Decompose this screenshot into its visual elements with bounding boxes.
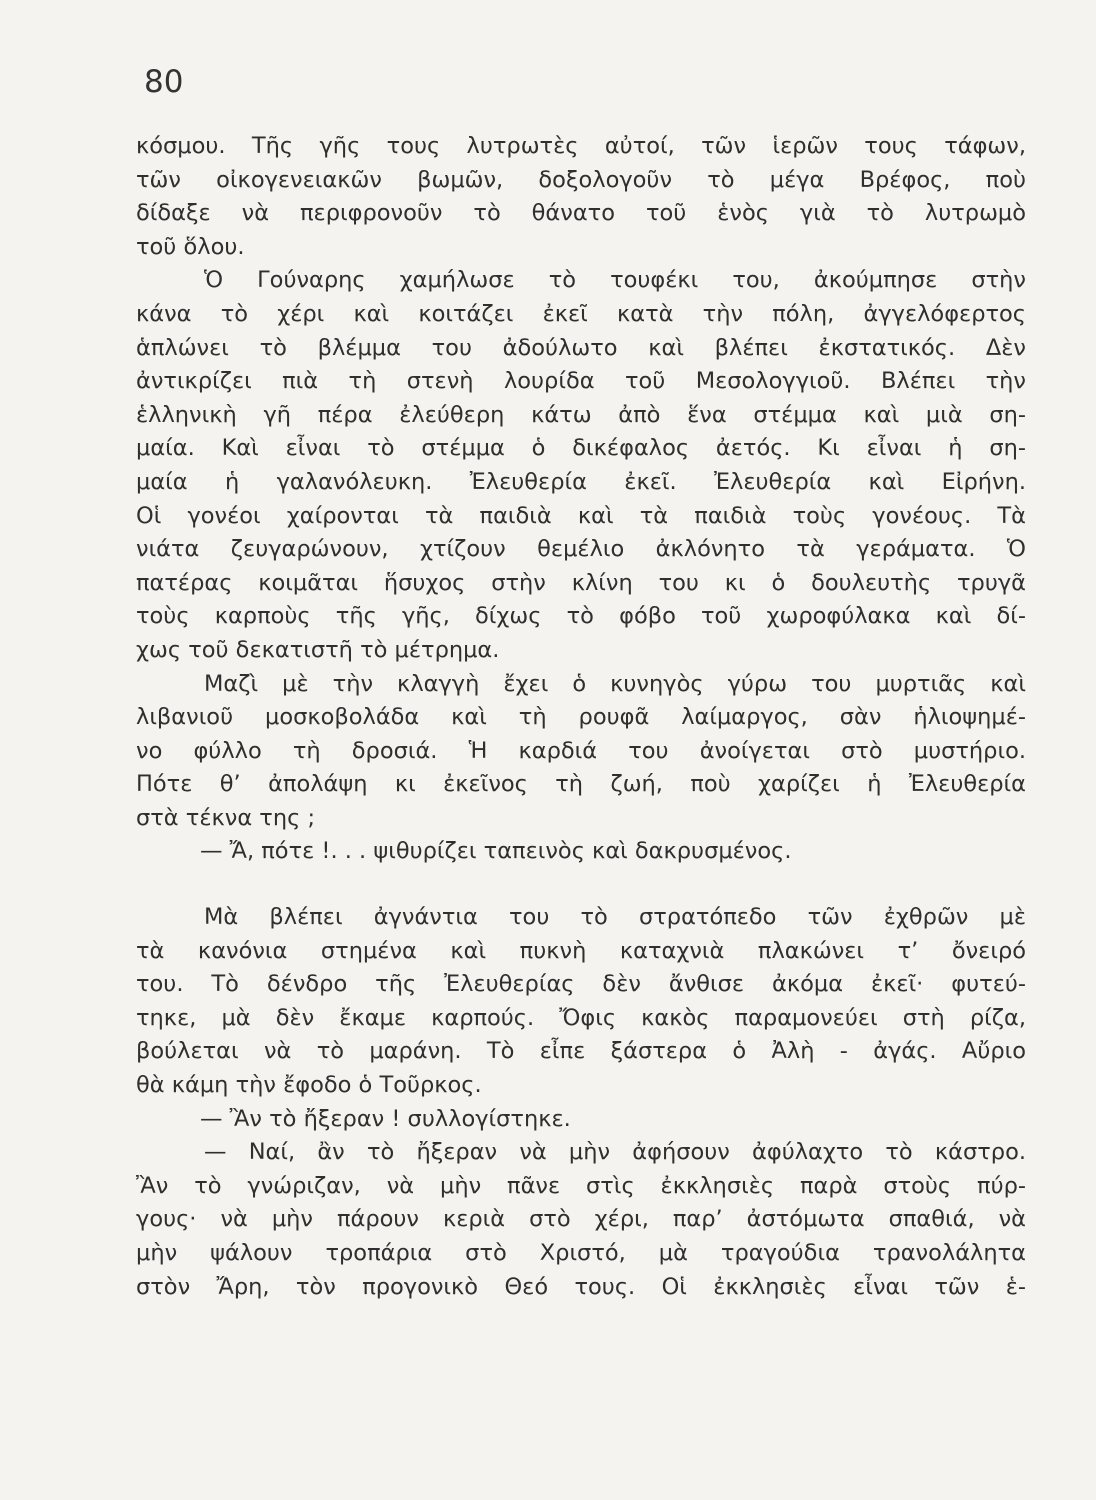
paragraph-first-line: Ὁ Γούναρης χαμήλωσε τὸ τουφέκι του, ἀκούμπησε στὴν — [204, 267, 1026, 294]
paragraph-gap — [136, 869, 1026, 901]
text-line: γους· νὰ μὴν πάρουν κεριὰ στὸ χέρι, παρ’ ἀστόμωτα σπαθιά, νὰ — [136, 1206, 1026, 1233]
text-line: τοῦ ὅλου. — [136, 233, 245, 260]
text-line: ἁπλώνει τὸ βλέμμα του ἀδούλωτο καὶ βλέπει ἐκστατικός. Δὲν — [136, 334, 1026, 361]
text-line: κόσμου. Τῆς γῆς τους λυτρωτὲς αὐτοί, τῶν ἱερῶν τους τάφων, — [136, 133, 1026, 159]
dialogue-line: — Ἂν τὸ ἤξεραν ! συλλογίστηκε. — [200, 1105, 571, 1132]
text-line: νιάτα ζευγαρώνουν, χτίζουν θεμέλιο ἀκλόνητο τὰ γεράματα. Ὁ — [136, 536, 1026, 563]
text-line: ἑλληνικὴ γῆ πέρα ἐλεύθερη κάτω ἀπὸ ἕνα στέμμα καὶ μιὰ ση- — [136, 401, 1026, 428]
dialogue-line: — Ναί, ἂν τὸ ἤξεραν νὰ μὴν ἀφήσουν ἀφύλαχτο τὸ κάστρο. — [204, 1139, 1026, 1166]
text-line: θὰ κάμη τὴν ἔφοδο ὁ Τοῦρκος. — [136, 1072, 482, 1099]
text-line: πατέρας κοιμᾶται ἥσυχος στὴν κλίνη του κι ὁ δουλευτὴς τρυγᾶ — [136, 569, 1026, 596]
text-line: μαία. Καὶ εἶναι τὸ στέμμα ὁ δικέφαλος ἀετός. Κι εἶναι ἡ ση- — [136, 435, 1026, 462]
paragraph-first-line: Μαζὶ μὲ τὴν κλαγγὴ ἔχει ὁ κυνηγὸς γύρω του μυρτιᾶς καὶ — [204, 670, 1026, 697]
text-line: μὴν ψάλουν τροπάρια στὸ Χριστό, μὰ τραγούδια τρανολάλητα — [136, 1240, 1026, 1266]
text-line: νο φύλλο τὴ δροσιά. Ἡ καρδιά του ἀνοίγεται στὸ μυστήριο. — [136, 737, 1026, 764]
text-line: βούλεται νὰ τὸ μαράνη. Τὸ εἶπε ξάστερα ὁ Ἀλὴ - ἀγάς. Αὔριο — [136, 1038, 1026, 1065]
paragraph-first-line: Μὰ βλέπει ἀγνάντια του τὸ στρατόπεδο τῶν ἐχθρῶν μὲ — [204, 904, 1026, 931]
text-line: στὸν Ἄρη, τὸν προγονικὸ Θεό τους. Οἱ ἐκκλησιὲς εἶναι τῶν ἑ- — [136, 1273, 1026, 1300]
text-line: Πότε θ’ ἀπολάψη κι ἐκεῖνος τὴ ζωή, ποὺ χαρίζει ἡ Ἐλευθερία — [136, 771, 1026, 798]
text-line: ἀντικρίζει πιὰ τὴ στενὴ λουρίδα τοῦ Μεσολογγιοῦ. Βλέπει τὴν — [136, 368, 1026, 395]
text-line: στὰ τέκνα της ; — [136, 804, 316, 831]
text-line: Ἂν τὸ γνώριζαν, νὰ μὴν πᾶνε στὶς ἐκκλησιὲς παρὰ στοὺς πύρ- — [136, 1172, 1026, 1199]
page-number: 80 — [144, 64, 184, 100]
text-line: Οἱ γονέοι χαίρονται τὰ παιδιὰ καὶ τὰ παιδιὰ τοὺς γονέους. Τὰ — [136, 502, 1026, 529]
text-line: λιβανιοῦ μοσκοβολάδα καὶ τὴ ρουφᾶ λαίμαργος, σὰν ἡλιοψημέ- — [136, 704, 1026, 731]
text-line: του. Τὸ δένδρο τῆς Ἐλευθερίας δὲν ἄνθισε ἀκόμα ἐκεῖ· φυτεύ- — [136, 971, 1026, 998]
dialogue-line: — Ἄ, πότε !. . . ψιθυρίζει ταπεινὸς καὶ δακρυσμένος. — [200, 838, 792, 865]
text-line: δίδαξε νὰ περιφρονοῦν τὸ θάνατο τοῦ ἑνὸς γιὰ τὸ λυτρωμὸ — [136, 200, 1026, 227]
text-line: τὰ κανόνια στημένα καὶ πυκνὴ καταχνιὰ πλακώνει τ’ ὄνειρό — [136, 937, 1026, 964]
text-line: τοὺς καρποὺς τῆς γῆς, δίχως τὸ φόβο τοῦ χωροφύλακα καὶ δί- — [136, 603, 1026, 630]
text-line: κάνα τὸ χέρι καὶ κοιτάζει ἐκεῖ κατὰ τὴν πόλη, ἀγγελόφερτος — [136, 300, 1026, 327]
text-line: μαία ἡ γαλανόλευκη. Ἐλευθερία ἐκεῖ. Ἐλευθερία καὶ Εἰρήνη. — [136, 468, 1026, 495]
text-line: τῶν οἰκογενειακῶν βωμῶν, δοξολογοῦν τὸ μέγα Βρέφος, ποὺ — [136, 166, 1026, 193]
body-text — [136, 130, 1026, 1304]
text-line: τηκε, μὰ δὲν ἔκαμε καρπούς. Ὄφις κακὸς παραμονεύει στὴ ρίζα, — [136, 1004, 1026, 1031]
text-line: χως τοῦ δεκατιστῆ τὸ μέτρημα. — [136, 636, 500, 663]
